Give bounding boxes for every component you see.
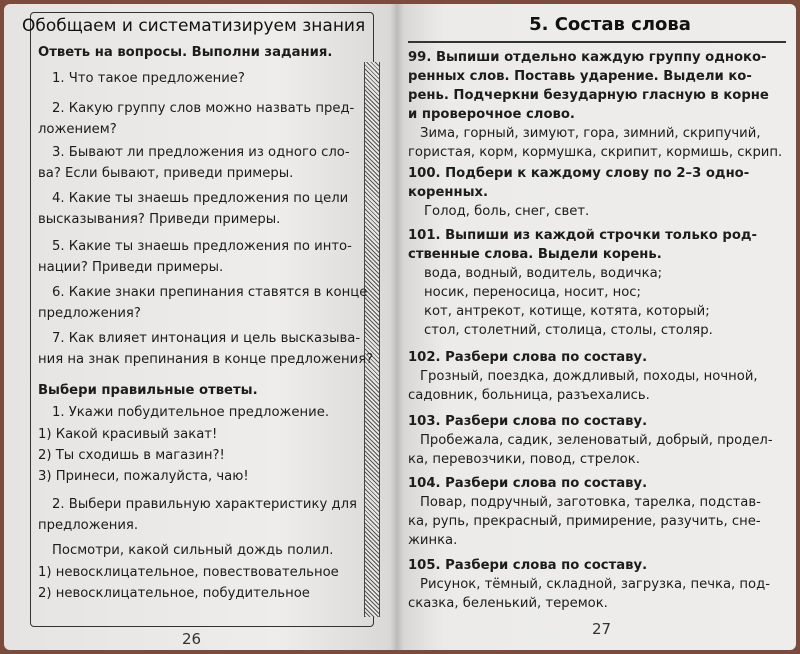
question-3: 3. Бывают ли предложения из одного сло- ва? Если бывают, приведи примеры. <box>38 145 350 181</box>
left-page <box>4 4 396 650</box>
task-102: 102. Разбери слова по составу. Грозный, поездка, дождливый, походы, ночной, садовник, больница, разъехались. <box>408 350 758 403</box>
task-104: 104. Разбери слова по составу. Повар, подручный, заготовка, тарелка, подстав- ка, рупь, прекрасный, примирение, разучить, сне- жинка. <box>408 476 761 548</box>
question-7: 7. Как влияет интонация и цель высказыва- ния на знак препинания в конце предложения? <box>38 331 374 367</box>
left-page-title: Обобщаем и систематизируем знания <box>22 16 366 36</box>
question-6: 6. Какие знаки препинания ставятся в конце предложения? <box>38 285 368 321</box>
task-103: 103. Разбери слова по составу. Пробежала, садик, зеленоватый, добрый, продел- ка, перевозчики, повод, стрелок. <box>408 414 773 467</box>
task-1-options: 1) Какой красивый закат! 2) Ты сходишь в магазин?! 3) Принеси, пожалуйста, чаю! <box>38 427 249 484</box>
title-underline <box>408 41 786 43</box>
open-book <box>4 4 796 650</box>
question-4: 4. Какие ты знаешь предложения по цели высказывания? Приведи примеры. <box>38 191 349 227</box>
question-2: 2. Какую группу слов можно назвать пред- ложением? <box>38 101 355 137</box>
task-101: 101. Выпиши из каждой строчки только род- ственные слова. Выдели корень. вода, водный, водитель, водичка; носик, переносица, носит, нос; кот, антрекот, котище, котята, который; стол, столетний, столица, столы, столяр. <box>408 228 758 338</box>
page-number-right: 27 <box>592 620 612 638</box>
choose-heading: Выбери правильные ответы. <box>38 383 258 398</box>
question-1: 1. Что такое предложение? <box>52 71 245 86</box>
page-number-left: 26 <box>182 630 202 648</box>
task-105: 105. Разбери слова по составу. Рисунок, тёмный, складной, загрузка, печка, под- сказка, беленький, теремок. <box>408 558 771 611</box>
right-page <box>396 4 796 650</box>
task-99: 99. Выпиши отдельно каждую группу однoко- ренных слов. Поставь ударение. Выдели ко- рень. Подчеркни безударную гласную в корне и проверочное слово. Зима, горный, зимуют, гора, зимний, скрипучий, гористая, корм, кормушка, скрипит, кормишь, скрип. <box>408 50 783 160</box>
book-spine-shadow <box>390 4 404 650</box>
question-5: 5. Какие ты знаешь предложения по инто- нации? Приведи примеры. <box>38 239 352 275</box>
task-2: 2. Выбери правильную характеристику для предложения. <box>38 497 357 533</box>
right-page-title: 5. Состав слова <box>529 14 691 35</box>
task-1: 1. Укажи побудительное предложение. <box>52 405 330 420</box>
task-100: 100. Подбери к каждому слову по 2–3 одно- коренных. Голод, боль, снег, свет. <box>408 166 750 219</box>
task-2-options: 1) невосклицательное, повествовательное 2) невосклицательное, побудительное <box>38 565 339 601</box>
instruction: Ответь на вопросы. Выполни задания. <box>38 45 333 60</box>
task-2-sentence: Посмотри, какой сильный дождь полил. <box>52 543 334 558</box>
